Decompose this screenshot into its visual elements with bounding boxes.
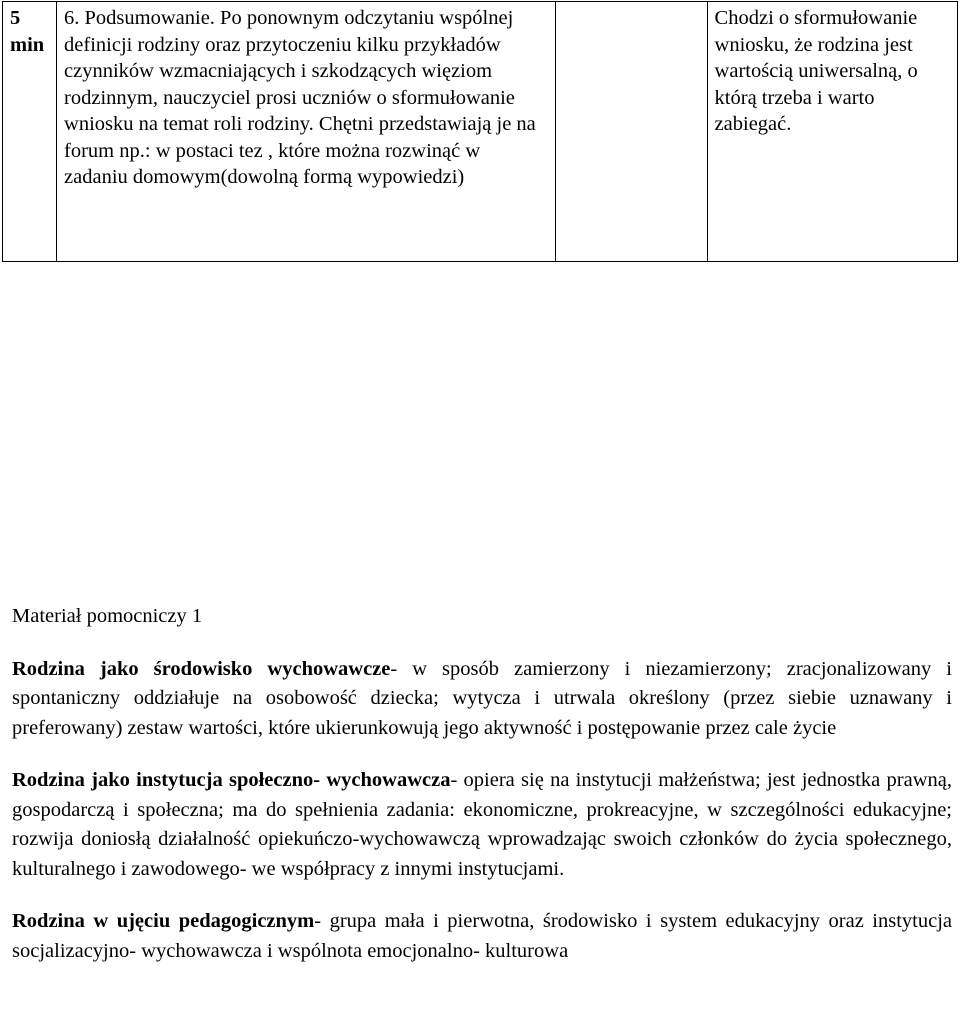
definition-paragraph (12, 655, 952, 744)
definition-paragraph (12, 907, 952, 966)
time-unit: min (10, 33, 45, 56)
time-value: 5 (10, 7, 21, 29)
definition-term: Rodzina jako instytucja społeczno- wychowawcza (12, 769, 451, 791)
empty-cell (555, 2, 707, 262)
material-heading: Materiał pomocniczy 1 (12, 605, 203, 627)
goal-cell (707, 2, 957, 262)
definition-term: Rodzina w ujęciu pedagogicznym (12, 910, 315, 932)
definition-text: - grupa mała i pierwotna, środowisko i system edukacyjny oraz instytucja socjalizacyjno- wychowawcza i wspólnota emocjonalno- kulturowa (12, 910, 953, 962)
definition-paragraph (12, 766, 952, 884)
time-cell (3, 2, 57, 262)
activity-description-cell (57, 2, 556, 262)
definition-text: - opiera się na instytucji małżeństwa; jest jednostka prawną, gospodarczą i społeczna; ma do spełnienia zadania: ekonomiczne, prokreacyjne, w szczególności edukacyjne; rozwija doniosłą działalność opiekuńczo-wychowawczą wprowadzając swoich członków do życia społecznego, kulturalnego i zawodowego- we współpracy z innymi instytucjami. (12, 769, 952, 880)
activity-description: 6. Podsumowanie. Po ponownym odczytaniu wspólnej definicji rodziny oraz przytoczeniu kilku przykładów czynników wzmacniających i szkodzących więziom rodzinnym, nauczyciel prosi uczniów o sformułowanie wniosku na temat roli rodziny. Chętni przedstawiają je na forum np.: w postaci tez , które można rozwinąć w zadaniu domowym(dowolną formą wypowiedzi) (64, 7, 536, 188)
supporting-material (12, 602, 952, 989)
definition-term: Rodzina jako środowisko wychowawcze (12, 657, 391, 680)
definition-text: - w sposób zamierzony i niezamierzony; zracjonalizowany i spontaniczny oddziałuje na osobowość dziecka; wytycza i utrwala określony (przez siebie uznawany i preferowany) zestaw wartości, które ukierunkowują jego aktywność i postępowanie przez cale życie (12, 657, 952, 739)
lesson-row (3, 2, 958, 262)
goal-text: Chodzi o sformułowanie wniosku, że rodzina jest wartością uniwersalną, o którą trzeba i warto zabiegać. (714, 7, 918, 135)
lesson-plan-table (2, 1, 958, 262)
